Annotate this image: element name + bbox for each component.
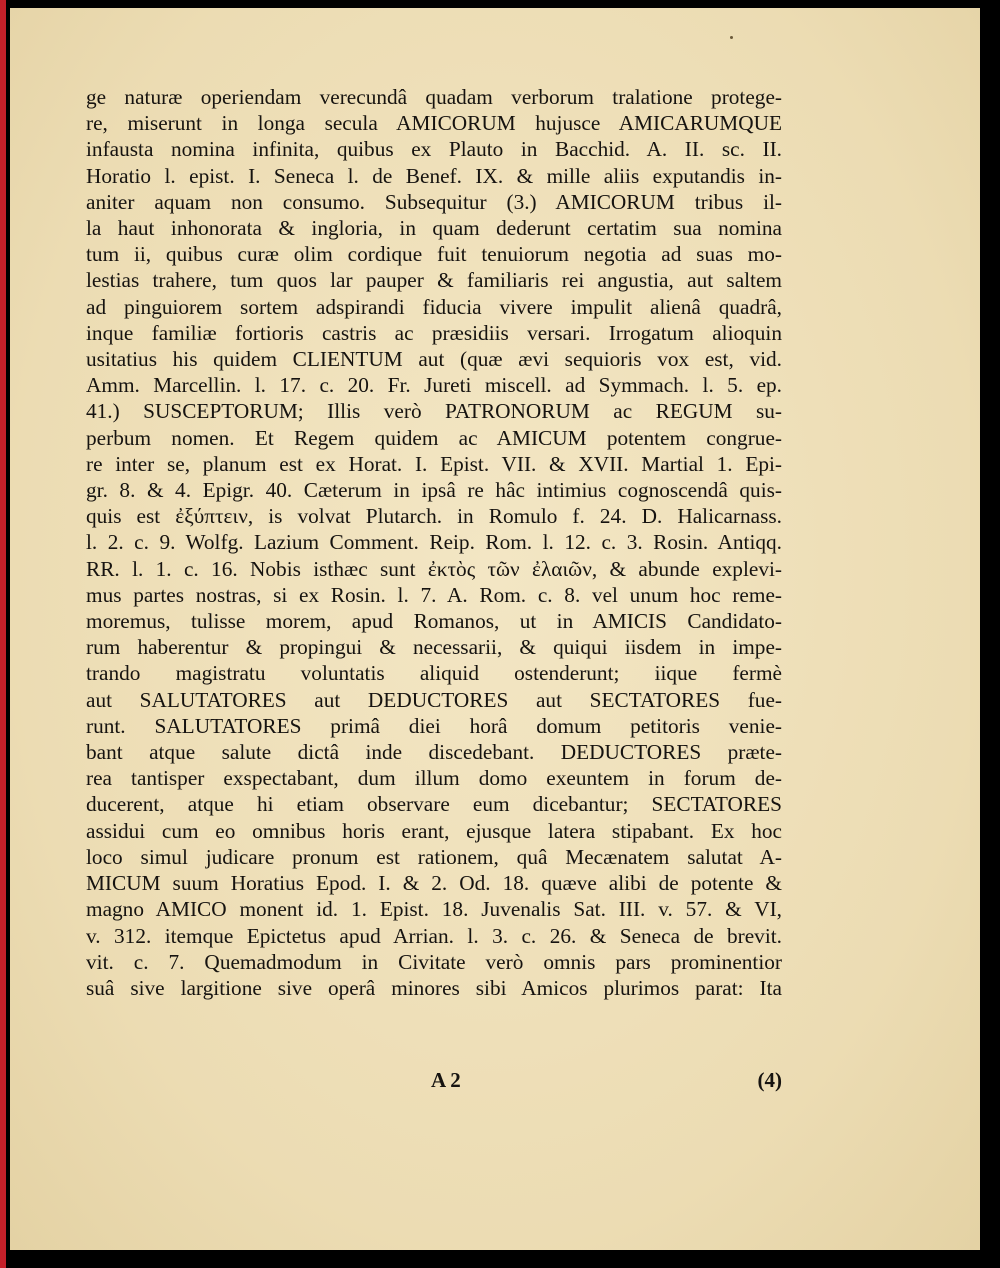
text-line: rum haberentur & propingui & necessarii, & quiqui iisdem in impe-	[86, 635, 782, 660]
text-line: quis est ἐξύπτειν, is volvat Plutarch. in Romulo f. 24. D. Halicarnass.	[86, 504, 782, 529]
left-edge-color-bar	[0, 0, 6, 1268]
page-footer	[86, 1068, 782, 1098]
text-line: loco simul judicare pronum est rationem, quâ Mecænatem salutat A-	[86, 844, 782, 869]
text-line: v. 312. itemque Epictetus apud Arrian. l. 3. c. 26. & Seneca de brevit.	[86, 923, 782, 948]
text-line: la haut inhonorata & ingloria, in quam dederunt certatim sua nomina	[86, 216, 782, 241]
text-line: re, miserunt in longa secula AMICORUM hujusce AMICARUMQUE	[86, 111, 782, 136]
page-number: (4)	[757, 1068, 782, 1092]
text-line: l. 2. c. 9. Wolfg. Lazium Comment. Reip. Rom. l. 12. c. 3. Rosin. Antiqq.	[86, 530, 782, 555]
text-line: assidui cum eo omnibus horis erant, ejusque latera stipabant. Ex hoc	[86, 818, 782, 843]
text-line: re inter se, planum est ex Horat. I. Epist. VII. & XVII. Martial 1. Epi-	[86, 451, 782, 476]
text-line: gr. 8. & 4. Epigr. 40. Cæterum in ipsâ re hâc intimius cognoscendâ quis-	[86, 478, 782, 503]
text-line: rea tantisper exspectabant, dum illum domo exeuntem in forum de-	[86, 766, 782, 791]
text-line: Horatio l. epist. I. Seneca l. de Benef. IX. & mille aliis exputandis in-	[86, 163, 782, 188]
text-line: ducerent, atque hi etiam observare eum dicebantur; SECTATORES	[86, 792, 782, 817]
text-line: bant atque salute dictâ inde discedebant. DEDUCTORES præte-	[86, 740, 782, 765]
paper-speck	[730, 36, 733, 39]
text-line: mus partes nostras, si ex Rosin. l. 7. A. Rom. c. 8. vel unum hoc reme-	[86, 582, 782, 607]
text-line: usitatius his quidem CLIENTUM aut (quæ ævi sequioris vox est, vid.	[86, 347, 782, 372]
text-line: MICUM suum Horatius Epod. I. & 2. Od. 18. quævе alibi de potente &	[86, 871, 782, 896]
text-line: inque familiæ fortioris castris ac præsidiis versari. Irrogatum alioquin	[86, 320, 782, 345]
text-line: perbum nomen. Et Regem quidem ac AMICUM potentem congrue-	[86, 425, 782, 450]
text-line: suâ sive largitione sive operâ minores sibi Amicos plurimos parat: Ita	[86, 975, 782, 1000]
text-line: aniter aquam non consumo. Subsequitur (3.) AMICORUM tribus il-	[86, 189, 782, 214]
text-line: trando magistratu voluntatis aliquid ostenderunt; iique fermè	[86, 661, 782, 686]
text-line: moremus, tulisse morem, apud Romanos, ut in AMICIS Candidato-	[86, 609, 782, 634]
text-line: RR. l. 1. c. 16. Nobis isthæc sunt ἐκτὸς τῶν ἐλαιῶν, & abunde explevi-	[86, 556, 782, 581]
signature-mark: A 2	[431, 1068, 461, 1092]
book-page	[10, 8, 980, 1250]
text-line: runt. SALUTATORES primâ diei horâ domum petitoris venie-	[86, 713, 782, 738]
text-line: vit. c. 7. Quemadmodum in Civitate verò omnis pars prominentior	[86, 949, 782, 974]
text-line: infausta nomina infinita, quibus ex Plauto in Bacchid. A. II. sc. II.	[86, 137, 782, 162]
text-line: aut SALUTATORES aut DEDUCTORES aut SECTATORES fue-	[86, 687, 782, 712]
text-line: tum ii, quibus curæ olim cordique fuit tenuiorum negotia ad suas mo-	[86, 242, 782, 267]
text-line: lestias trahere, tum quos lar pauper & familiaris rei angustia, aut saltem	[86, 268, 782, 293]
body-text	[86, 84, 782, 1001]
text-line: Amm. Marcellin. l. 17. c. 20. Fr. Jureti miscell. ad Symmach. l. 5. ep.	[86, 373, 782, 398]
text-line: ge naturæ operiendam verecundâ quadam verborum tralatione protege-	[86, 85, 782, 109]
text-line: ad pinguiorem sortem adspirandi fiducia vivere impulit alienâ quadrâ,	[86, 294, 782, 319]
text-line: magno AMICO monent id. 1. Epist. 18. Juvenalis Sat. III. v. 57. & VI,	[86, 897, 782, 922]
text-line: 41.) SUSCEPTORUM; Illis verò PATRONORUM ac REGUM su-	[86, 399, 782, 424]
